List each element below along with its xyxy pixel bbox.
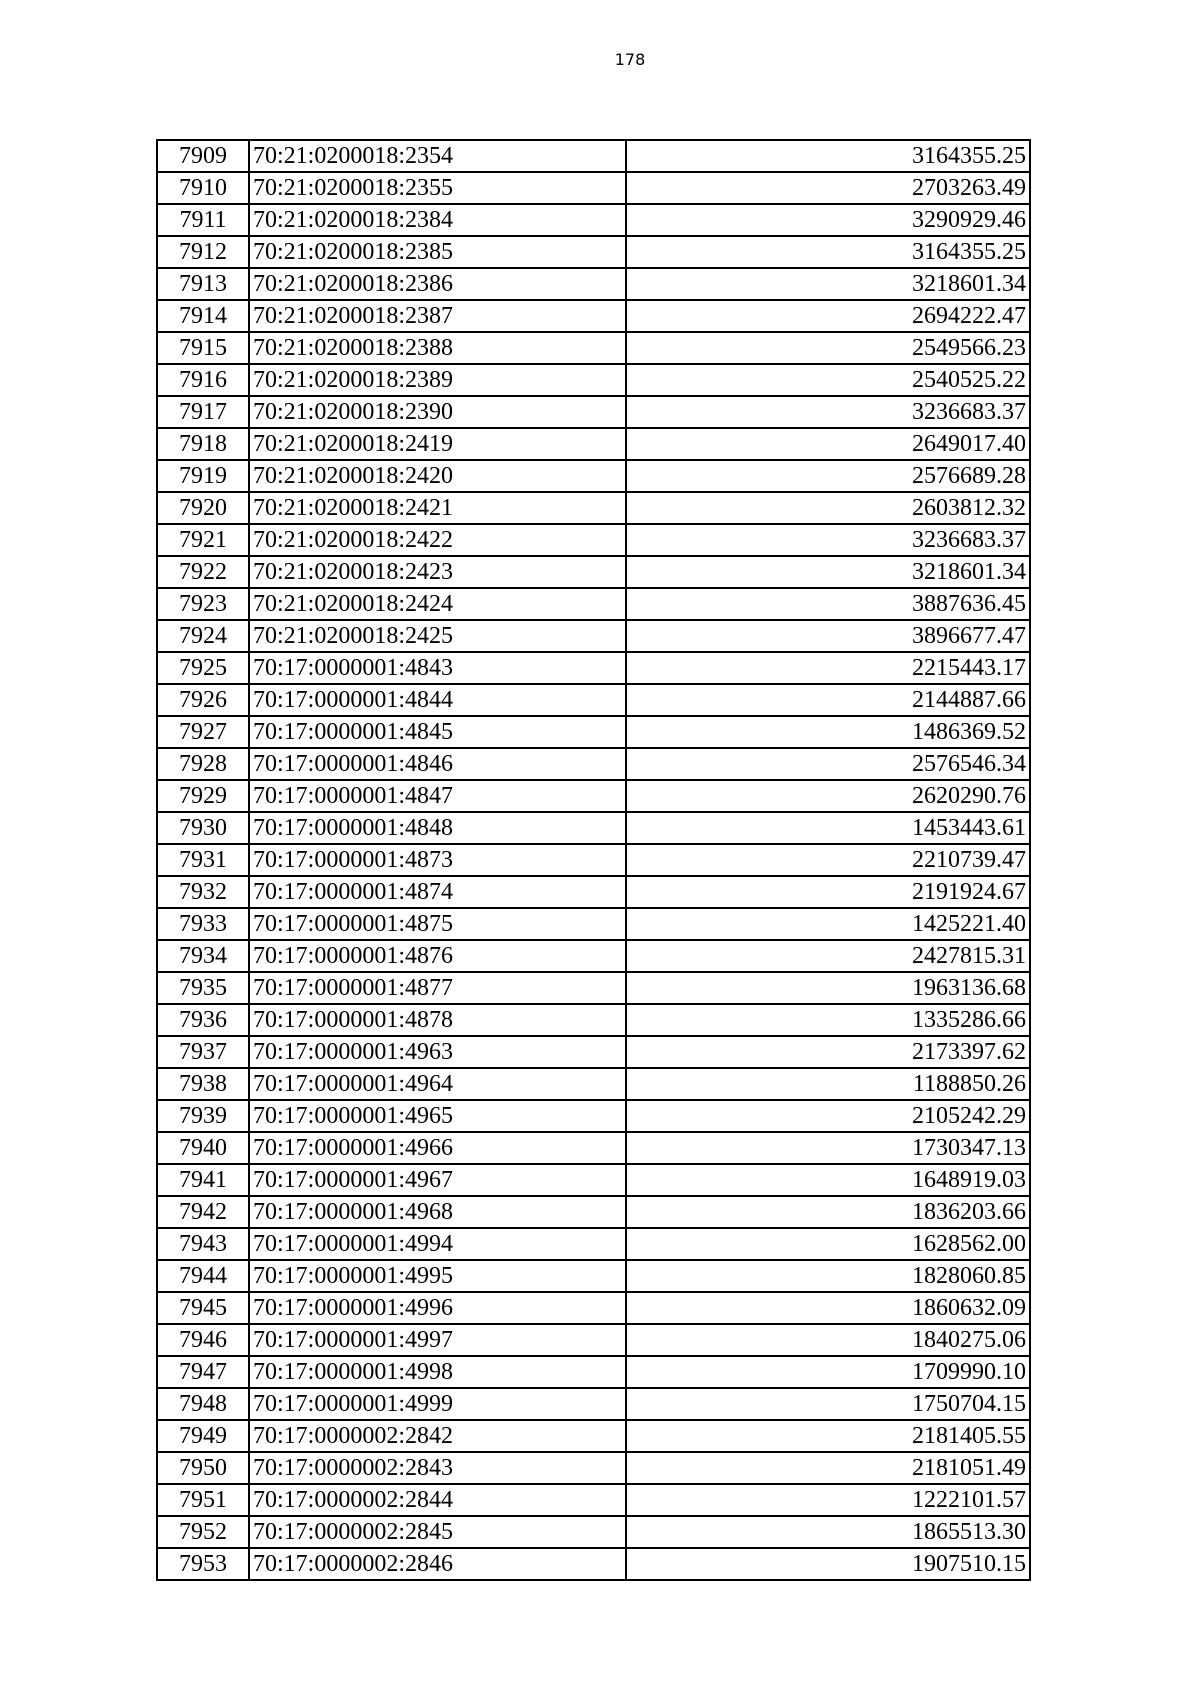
cadastral-value-cell: 2181051.49 [626,1452,1030,1484]
cadastral-value-cell: 1453443.61 [626,812,1030,844]
row-number-cell: 7933 [157,908,249,940]
cadastral-value-cell: 3218601.34 [626,268,1030,300]
cadastral-value-cell: 1730347.13 [626,1132,1030,1164]
row-number-cell: 7950 [157,1452,249,1484]
table-row [157,844,1030,876]
table-row [157,1548,1030,1580]
table-row [157,1420,1030,1452]
row-number-cell: 7937 [157,1036,249,1068]
table-row [157,1356,1030,1388]
cadastral-number-cell: 70:17:0000002:2843 [249,1452,626,1484]
cadastral-number-cell: 70:17:0000001:4964 [249,1068,626,1100]
cadastral-value-cell: 1709990.10 [626,1356,1030,1388]
cadastral-number-cell: 70:17:0000001:4877 [249,972,626,1004]
cadastral-value-cell: 2649017.40 [626,428,1030,460]
cadastral-value-table [156,139,1031,1581]
row-number-cell: 7940 [157,1132,249,1164]
cadastral-value-cell: 3236683.37 [626,524,1030,556]
table-row [157,1484,1030,1516]
cadastral-number-cell: 70:17:0000001:4968 [249,1196,626,1228]
cadastral-value-cell: 1907510.15 [626,1548,1030,1580]
row-number-cell: 7952 [157,1516,249,1548]
row-number-cell: 7947 [157,1356,249,1388]
row-number-cell: 7948 [157,1388,249,1420]
table-row [157,396,1030,428]
row-number-cell: 7931 [157,844,249,876]
table-row [157,812,1030,844]
row-number-cell: 7912 [157,236,249,268]
row-number-cell: 7924 [157,620,249,652]
table-row [157,1004,1030,1036]
cadastral-number-cell: 70:21:0200018:2354 [249,140,626,172]
table-row [157,492,1030,524]
table-row [157,236,1030,268]
row-number-cell: 7918 [157,428,249,460]
table-row [157,588,1030,620]
table-row [157,300,1030,332]
row-number-cell: 7920 [157,492,249,524]
table-row [157,524,1030,556]
cadastral-value-cell: 2620290.76 [626,780,1030,812]
row-number-cell: 7930 [157,812,249,844]
page-number: 178 [614,50,646,69]
cadastral-number-cell: 70:21:0200018:2422 [249,524,626,556]
cadastral-number-cell: 70:17:0000001:4963 [249,1036,626,1068]
cadastral-value-cell: 2427815.31 [626,940,1030,972]
table-row [157,876,1030,908]
cadastral-value-cell: 2703263.49 [626,172,1030,204]
table-row [157,1260,1030,1292]
table-row [157,364,1030,396]
cadastral-value-cell: 3164355.25 [626,236,1030,268]
table-row [157,1132,1030,1164]
row-number-cell: 7934 [157,940,249,972]
cadastral-number-cell: 70:17:0000001:4995 [249,1260,626,1292]
row-number-cell: 7926 [157,684,249,716]
cadastral-number-cell: 70:21:0200018:2355 [249,172,626,204]
cadastral-value-cell: 1335286.66 [626,1004,1030,1036]
row-number-cell: 7916 [157,364,249,396]
cadastral-number-cell: 70:17:0000001:4965 [249,1100,626,1132]
table-row [157,716,1030,748]
cadastral-number-cell: 70:17:0000001:4966 [249,1132,626,1164]
cadastral-value-cell: 1840275.06 [626,1324,1030,1356]
table-row [157,460,1030,492]
row-number-cell: 7922 [157,556,249,588]
cadastral-number-cell: 70:17:0000001:4997 [249,1324,626,1356]
cadastral-number-cell: 70:21:0200018:2390 [249,396,626,428]
row-number-cell: 7942 [157,1196,249,1228]
cadastral-number-cell: 70:21:0200018:2385 [249,236,626,268]
row-number-cell: 7911 [157,204,249,236]
cadastral-number-cell: 70:17:0000001:4873 [249,844,626,876]
cadastral-number-cell: 70:17:0000001:4847 [249,780,626,812]
row-number-cell: 7928 [157,748,249,780]
table-row [157,204,1030,236]
row-number-cell: 7949 [157,1420,249,1452]
cadastral-number-cell: 70:17:0000002:2842 [249,1420,626,1452]
cadastral-number-cell: 70:17:0000002:2846 [249,1548,626,1580]
table-row [157,972,1030,1004]
cadastral-number-cell: 70:21:0200018:2421 [249,492,626,524]
cadastral-number-cell: 70:17:0000001:4875 [249,908,626,940]
table-row [157,1388,1030,1420]
cadastral-value-cell: 2173397.62 [626,1036,1030,1068]
cadastral-number-cell: 70:17:0000001:4878 [249,1004,626,1036]
table-row [157,556,1030,588]
cadastral-number-cell: 70:21:0200018:2388 [249,332,626,364]
row-number-cell: 7938 [157,1068,249,1100]
table-row [157,1516,1030,1548]
row-number-cell: 7914 [157,300,249,332]
table-row [157,1036,1030,1068]
cadastral-value-cell: 1836203.66 [626,1196,1030,1228]
cadastral-number-cell: 70:21:0200018:2389 [249,364,626,396]
cadastral-value-cell: 1222101.57 [626,1484,1030,1516]
row-number-cell: 7921 [157,524,249,556]
row-number-cell: 7932 [157,876,249,908]
cadastral-number-cell: 70:17:0000002:2845 [249,1516,626,1548]
cadastral-value-cell: 2576546.34 [626,748,1030,780]
cadastral-number-cell: 70:17:0000001:4843 [249,652,626,684]
row-number-cell: 7939 [157,1100,249,1132]
row-number-cell: 7945 [157,1292,249,1324]
cadastral-value-cell: 1628562.00 [626,1228,1030,1260]
cadastral-number-cell: 70:17:0000001:4845 [249,716,626,748]
cadastral-value-cell: 2181405.55 [626,1420,1030,1452]
cadastral-number-cell: 70:21:0200018:2419 [249,428,626,460]
cadastral-value-cell: 2105242.29 [626,1100,1030,1132]
table-row [157,1100,1030,1132]
table-row [157,172,1030,204]
table-row [157,268,1030,300]
row-number-cell: 7910 [157,172,249,204]
table-row [157,1324,1030,1356]
cadastral-number-cell: 70:17:0000001:4844 [249,684,626,716]
cadastral-value-cell: 2694222.47 [626,300,1030,332]
cadastral-value-cell: 2144887.66 [626,684,1030,716]
row-number-cell: 7941 [157,1164,249,1196]
cadastral-number-cell: 70:17:0000002:2844 [249,1484,626,1516]
cadastral-value-cell: 2191924.67 [626,876,1030,908]
row-number-cell: 7923 [157,588,249,620]
cadastral-number-cell: 70:17:0000001:4848 [249,812,626,844]
row-number-cell: 7936 [157,1004,249,1036]
cadastral-number-cell: 70:17:0000001:4967 [249,1164,626,1196]
row-number-cell: 7917 [157,396,249,428]
cadastral-number-cell: 70:21:0200018:2387 [249,300,626,332]
row-number-cell: 7944 [157,1260,249,1292]
row-number-cell: 7919 [157,460,249,492]
cadastral-value-cell: 1865513.30 [626,1516,1030,1548]
cadastral-value-cell: 3290929.46 [626,204,1030,236]
cadastral-value-cell: 1963136.68 [626,972,1030,1004]
table-row [157,684,1030,716]
cadastral-number-cell: 70:21:0200018:2384 [249,204,626,236]
row-number-cell: 7951 [157,1484,249,1516]
cadastral-value-cell: 3896677.47 [626,620,1030,652]
row-number-cell: 7909 [157,140,249,172]
table-row [157,332,1030,364]
table-row [157,428,1030,460]
table-row [157,1196,1030,1228]
cadastral-value-cell: 1648919.03 [626,1164,1030,1196]
table-row [157,1164,1030,1196]
cadastral-number-cell: 70:21:0200018:2386 [249,268,626,300]
table-row [157,908,1030,940]
table-row [157,1292,1030,1324]
cadastral-number-cell: 70:21:0200018:2420 [249,460,626,492]
cadastral-number-cell: 70:17:0000001:4874 [249,876,626,908]
cadastral-value-cell: 2215443.17 [626,652,1030,684]
cadastral-value-cell: 2210739.47 [626,844,1030,876]
cadastral-value-cell: 2549566.23 [626,332,1030,364]
cadastral-number-cell: 70:17:0000001:4996 [249,1292,626,1324]
cadastral-number-cell: 70:21:0200018:2423 [249,556,626,588]
cadastral-value-cell: 1486369.52 [626,716,1030,748]
cadastral-value-cell: 2603812.32 [626,492,1030,524]
table-row [157,748,1030,780]
table-row [157,780,1030,812]
cadastral-value-cell: 1425221.40 [626,908,1030,940]
cadastral-number-cell: 70:17:0000001:4994 [249,1228,626,1260]
row-number-cell: 7925 [157,652,249,684]
table-row [157,620,1030,652]
cadastral-number-cell: 70:17:0000001:4999 [249,1388,626,1420]
cadastral-value-cell: 1188850.26 [626,1068,1030,1100]
row-number-cell: 7929 [157,780,249,812]
cadastral-value-cell: 3164355.25 [626,140,1030,172]
cadastral-value-cell: 1860632.09 [626,1292,1030,1324]
table-row [157,652,1030,684]
cadastral-value-cell: 1828060.85 [626,1260,1030,1292]
cadastral-value-cell: 3887636.45 [626,588,1030,620]
cadastral-number-cell: 70:21:0200018:2425 [249,620,626,652]
row-number-cell: 7935 [157,972,249,1004]
cadastral-number-cell: 70:21:0200018:2424 [249,588,626,620]
table-row [157,1452,1030,1484]
table-row [157,1228,1030,1260]
table-row [157,140,1030,172]
row-number-cell: 7946 [157,1324,249,1356]
row-number-cell: 7927 [157,716,249,748]
cadastral-value-cell: 2540525.22 [626,364,1030,396]
row-number-cell: 7943 [157,1228,249,1260]
cadastral-value-cell: 3218601.34 [626,556,1030,588]
cadastral-number-cell: 70:17:0000001:4998 [249,1356,626,1388]
row-number-cell: 7953 [157,1548,249,1580]
table-row [157,940,1030,972]
cadastral-number-cell: 70:17:0000001:4876 [249,940,626,972]
table-row [157,1068,1030,1100]
cadastral-value-cell: 2576689.28 [626,460,1030,492]
row-number-cell: 7915 [157,332,249,364]
cadastral-value-cell: 1750704.15 [626,1388,1030,1420]
row-number-cell: 7913 [157,268,249,300]
cadastral-value-cell: 3236683.37 [626,396,1030,428]
table-body [157,140,1030,1580]
cadastral-number-cell: 70:17:0000001:4846 [249,748,626,780]
